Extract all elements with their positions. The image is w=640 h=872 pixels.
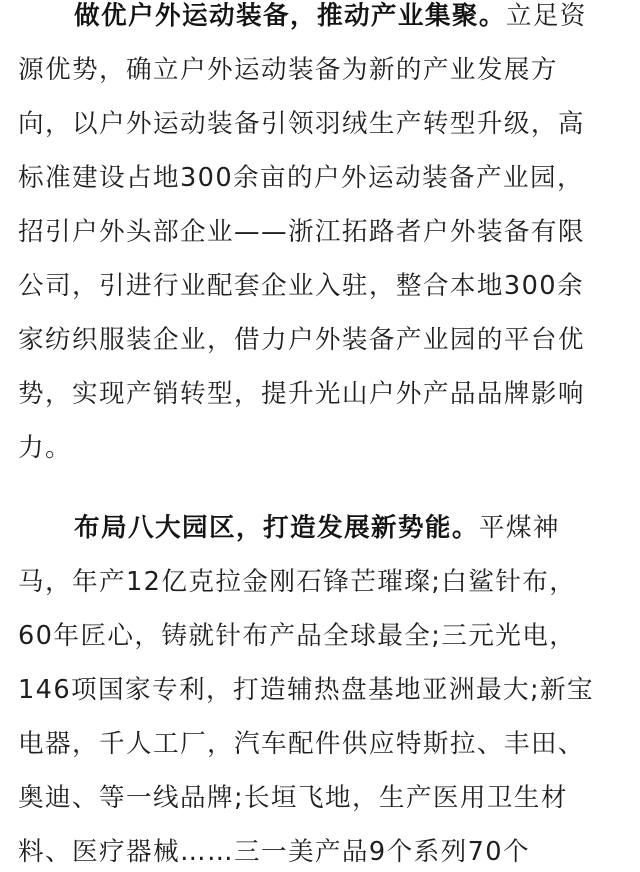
paragraph-line: 公司，引进行业配套企业入驻，整合本地300余 (18, 271, 584, 301)
paragraph-line: 势，实现产销转型，提升光山户外产品品牌影响 (18, 379, 585, 409)
paragraph-line: 料、医疗器械……三一美产品9个系列70个 (18, 837, 530, 867)
paragraph-text: 立足资 (505, 1, 587, 31)
paragraph-first-line (74, 508, 560, 548)
paragraph-line: 家纺织服装企业，借力户外装备产业园的平台优 (18, 325, 585, 355)
paragraph-line: 向，以户外运动装备引领羽绒生产转型升级，高 (18, 109, 585, 139)
paragraph-lead: 做优户外运动装备，推动产业集聚。 (74, 1, 506, 31)
paragraph-line: 标准建设占地300余亩的户外运动装备产业园， (18, 163, 584, 193)
paragraph-line: 奥迪、等一线品牌;长垣飞地，生产医用卫生材 (18, 783, 568, 813)
paragraph-line: 招引户外头部企业——浙江拓路者户外装备有限 (18, 217, 585, 247)
paragraph-line: 力。 (18, 433, 72, 463)
paragraph-line: 60年匠心，铸就针布产品全球最全;三元光电， (18, 621, 577, 651)
paragraph-line: 马，年产12亿克拉金刚石锋芒璀璨;白鲨针布， (18, 567, 577, 597)
paragraph-first-line (74, 0, 587, 36)
paragraph-text: 平煤神 (478, 513, 560, 543)
paragraph-line: 146项国家专利，打造辅热盘基地亚洲最大;新宝 (18, 675, 594, 705)
paragraph-line: 电器，千人工厂，汽车配件供应特斯拉、丰田、 (18, 729, 585, 759)
paragraph-line: 源优势，确立户外运动装备为新的产业发展方 (18, 55, 558, 85)
paragraph-lead: 布局八大园区，打造发展新势能。 (74, 513, 479, 543)
